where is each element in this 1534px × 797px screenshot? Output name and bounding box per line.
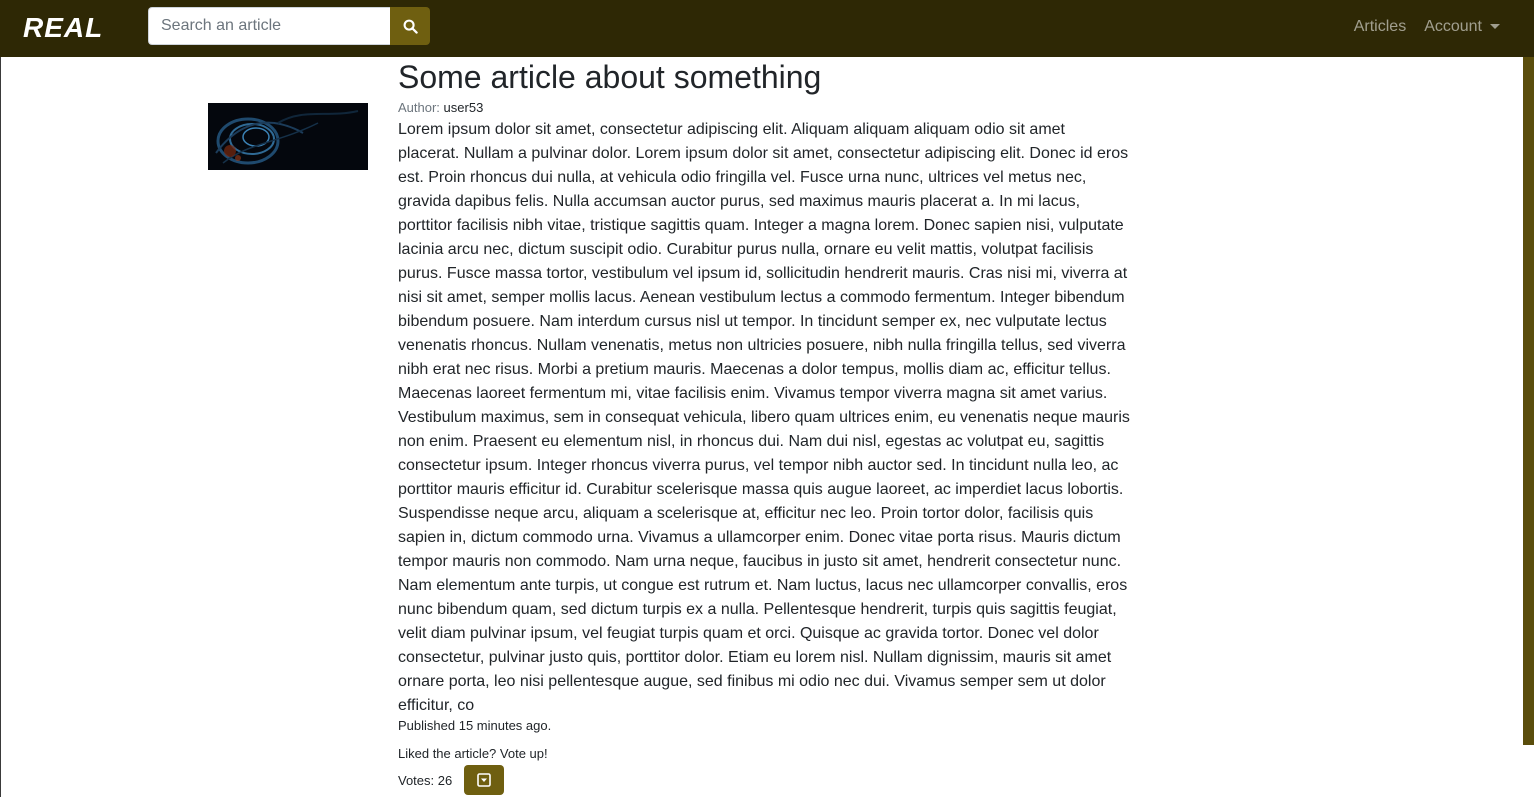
brand-logo-text: REAL (23, 12, 104, 43)
nav-account-dropdown[interactable] (1424, 18, 1500, 36)
article-thumbnail-image (208, 103, 368, 170)
search-form (148, 7, 430, 45)
article-thumbnail (208, 103, 368, 170)
votes-row (398, 765, 1130, 795)
navbar (0, 0, 1534, 57)
article-author (398, 100, 1130, 116)
scrollbar-thumb[interactable] (1523, 57, 1534, 745)
nav-links (1354, 0, 1500, 53)
author-label: Author: (398, 100, 440, 115)
article-body: Lorem ipsum dolor sit amet, consectetur adipiscing elit. Aliquam aliquam aliquam odio sit amet placerat. Nullam a pulvinar dolor. Lorem ipsum dolor sit amet, consectetur adipiscing elit. Donec id eros est. Proin rhoncus dui nulla, at vehicula odio fringilla vel. Fusce urna nunc, ultrices vel metus nec, gravida dapibus felis. Nulla accumsan auctor purus, sed maximus mauris placerat a. In mi lacus, porttitor facilisis nibh vitae, tristique sagittis quam. Integer a magna lorem. Donec sapien nisi, vulputate lacinia arcu nec, dictum suscipit odio. Curabitur purus nulla, ornare eu velit mattis, volutpat facilisis purus. Fusce massa tortor, vestibulum vel ipsum id, sollicitudin hendrerit mauris. Cras nisi mi, viverra at nisi sit amet, semper mollis lacus. Aenean vestibulum lectus a commodo fermentum. Integer bibendum bibendum posuere. Nam interdum cursus nisl ut tempor. In tincidunt semper ex, nec vulputate lectus venenatis rhoncus. Nullam venenatis, metus non ultricies posuere, nibh nulla fringilla tellus, sed viverra nibh erat nec risus. Morbi a pretium mauris. Maecenas a dolor tempus, mollis diam ac, efficitur tellus. Maecenas laoreet fermentum mi, vitae facilisis enim. Vivamus tempor viverra magna sit amet varius. Vestibulum maximus, sem in consequat vehicula, libero quam ultrices enim, eu venenatis neque mauris non enim. Praesent eu elementum nisl, in rhoncus dui. Nam dui nisl, egestas ac volutpat eu, sagittis consectetur ipsum. Integer rhoncus viverra purus, vel tempor nibh auctor sed. In tincidunt nulla leo, ac porttitor mauris efficitur id. Curabitur scelerisque massa quis augue laoreet, ac imperdiet lacus lobortis. Suspendisse neque arcu, aliquam a scelerisque at, efficitur nec leo. Proin tortor dolor, facilisis quis sapien in, dictum commodo urna. Vivamus a ullamcorper enim. Donec vitae porta risus. Mauris dictum tempor mauris non commodo. Nam urna neque, faucibus in justo sit amet, hendrerit consectetur nunc. Nam elementum ante turpis, ut congue est rutrum et. Nam luctus, lacus nec ullamcorper convallis, eros nunc bibendum quam, sed dictum turpis ex a nulla. Pellentesque hendrerit, turpis quis sagittis feugiat, velit diam pulvinar ipsum, vel feugiat turpis quam et orci. Quisque ac gravida tortor. Donec vel dolor consectetur, pulvinar justo quis, porttitor dolor. Etiam eu lorem nisl. Nullam dignissim, mauris sit amet ornare porta, leo nisi pellentesque augue, sed finibus mi odio nec dui. Vivamus semper sem ut dolor efficitur, co (398, 121, 1130, 714)
nav-articles-link[interactable]: Articles (1353, 17, 1407, 35)
search-icon (403, 19, 418, 34)
brand-logo[interactable] (22, 8, 116, 46)
votes-count: Votes: 26 (398, 772, 453, 788)
author-name[interactable]: user53 (443, 100, 484, 115)
article (398, 58, 1130, 795)
published-time: Published 15 minutes ago. (398, 718, 552, 733)
vote-up-button[interactable] (464, 765, 504, 795)
article-title: Some article about something (398, 59, 822, 95)
search-button[interactable] (390, 7, 430, 45)
search-input[interactable] (148, 7, 390, 45)
page-left-border (0, 57, 1, 797)
chevron-down-icon (1490, 24, 1500, 29)
vote-prompt: Liked the article? Vote up! (398, 746, 548, 761)
nav-account-label: Account (1424, 17, 1482, 35)
vote-up-icon (477, 773, 491, 787)
